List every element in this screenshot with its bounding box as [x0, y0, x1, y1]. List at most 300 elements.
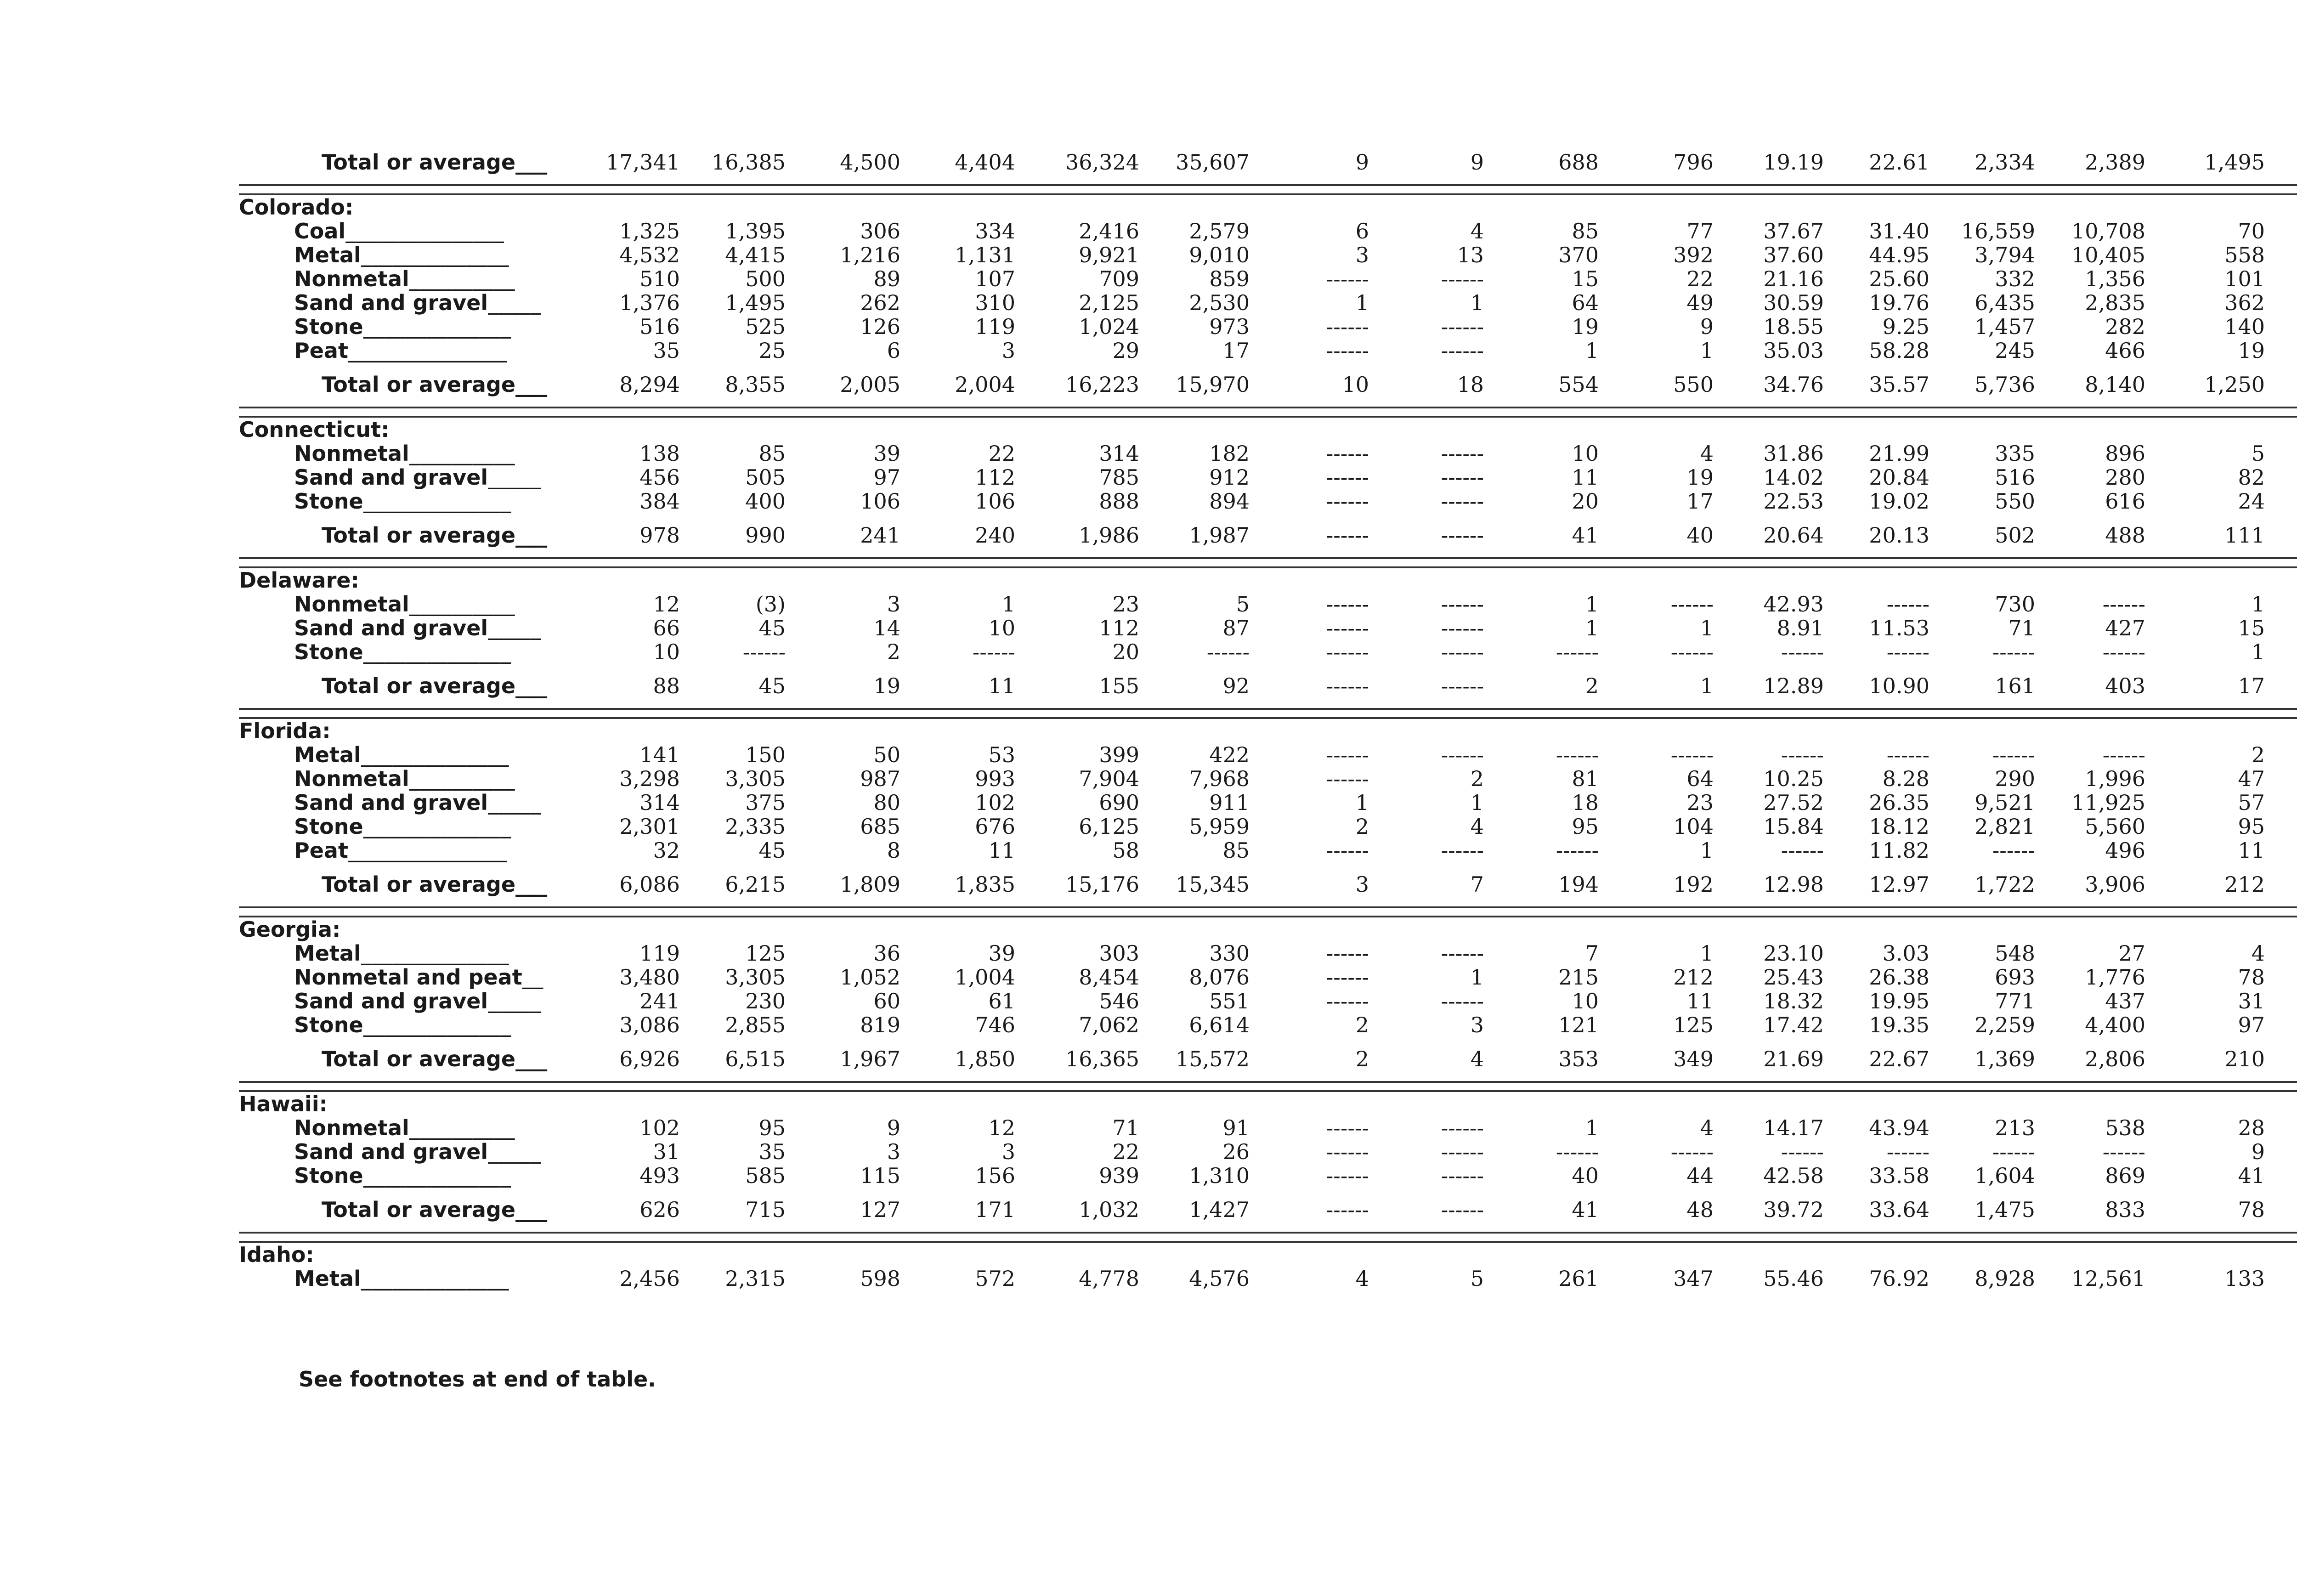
table-cell: 4	[1700, 1116, 1714, 1140]
table-cell: 796	[1673, 150, 1714, 175]
table-cell: 1	[1700, 339, 1714, 362]
table-row	[239, 267, 2297, 291]
table-cell: 1,325	[619, 219, 680, 243]
table-cell: 20.13	[1869, 523, 1929, 548]
table-row	[239, 640, 2297, 664]
table-cell: 8.91	[1776, 616, 1824, 640]
table-cell: 516	[639, 315, 680, 339]
table-cell: 466	[2105, 339, 2145, 362]
table-cell: 437	[2105, 989, 2145, 1013]
table-cell: 140	[2224, 315, 2265, 339]
table-cell: ------	[1326, 339, 1369, 362]
table-cell: 688	[1558, 150, 1599, 175]
table-cell: 19	[873, 673, 900, 698]
table-cell: ------	[1781, 743, 1824, 767]
table-cell: 2,530	[1189, 291, 1250, 315]
table-cell: 3	[1001, 1140, 1015, 1164]
table-cell	[2265, 441, 2297, 465]
row-label: Stone______________	[294, 1164, 511, 1188]
table-cell: ------	[1441, 743, 1484, 767]
table-cell: 488	[2105, 523, 2145, 548]
table-cell: 15,345	[1176, 872, 1250, 897]
table-cell: 2,259	[1975, 1013, 2035, 1037]
table-row	[239, 489, 2297, 513]
table-cell: 538	[2105, 1116, 2145, 1140]
table-cell: 1	[1585, 592, 1599, 616]
table-cell: 182	[1209, 441, 1250, 465]
row-label: Metal______________	[294, 941, 509, 965]
table-cell: 24	[2238, 489, 2265, 513]
table-cell: 6	[887, 339, 900, 362]
table-cell: 3	[1355, 872, 1369, 897]
table-cell: 1	[1470, 291, 1484, 315]
table-cell: 785	[1099, 465, 1139, 489]
table-cell: 2,855	[725, 1013, 786, 1037]
table-cell: 17.42	[1763, 1013, 1824, 1037]
table-cell: 161	[1995, 673, 2035, 698]
table-cell	[2265, 219, 2297, 243]
table-cell: 19	[1572, 315, 1599, 339]
row-label: Total or average___	[322, 372, 548, 397]
table-cell: 2	[1585, 673, 1599, 698]
table-cell: 362	[2224, 291, 2265, 315]
table-cell: 746	[975, 1013, 1015, 1037]
table-cell: 11.82	[1869, 838, 1929, 862]
table-cell: 2,004	[955, 372, 1015, 397]
table-cell: ------	[1886, 1140, 1929, 1164]
total-row	[239, 1188, 2297, 1233]
table-cell: 35.57	[1869, 372, 1929, 397]
total-row	[239, 513, 2297, 558]
table-cell: 10.25	[1763, 767, 1824, 791]
table-cell: 150	[745, 743, 786, 767]
table-cell: 1	[1700, 838, 1714, 862]
table-cell: 240	[975, 523, 1015, 548]
table-cell: 9	[1355, 150, 1369, 175]
table-cell: 17	[2238, 673, 2265, 698]
table-cell: 41	[2238, 1164, 2265, 1188]
total-row	[239, 140, 2297, 185]
table-cell: 58	[1112, 838, 1139, 862]
table-cell: 121	[1558, 1013, 1599, 1037]
table-cell	[2265, 965, 2297, 989]
table-cell: 2,301	[619, 815, 680, 838]
table-cell: 11	[1686, 989, 1714, 1013]
table-cell: 97	[873, 465, 900, 489]
table-cell: 12.97	[1869, 872, 1929, 897]
table-cell: 15,176	[1065, 872, 1139, 897]
table-cell: 598	[860, 1267, 900, 1290]
table-cell: ------	[1992, 640, 2035, 664]
table-cell: 91	[1222, 1116, 1250, 1140]
table-cell: 155	[1099, 673, 1139, 698]
table-cell: 896	[2105, 441, 2145, 465]
table-body	[239, 140, 2297, 1290]
table-cell: 349	[1673, 1047, 1714, 1071]
table-cell: 888	[1099, 489, 1139, 513]
table-cell: 4,576	[1189, 1267, 1250, 1290]
table-cell: 7	[1585, 941, 1599, 965]
table-cell: 384	[639, 489, 680, 513]
table-cell: 141	[639, 743, 680, 767]
table-cell: 22	[1686, 267, 1714, 291]
table-cell: ------	[1556, 1140, 1599, 1164]
table-cell: 210	[2224, 1047, 2265, 1071]
table-cell: 125	[1673, 1013, 1714, 1037]
table-cell: 9,521	[1975, 791, 2035, 815]
table-cell: 71	[1112, 1116, 1139, 1140]
table-cell: 80	[873, 791, 900, 815]
table-cell: 3,906	[2085, 872, 2145, 897]
table-cell: 36,324	[1065, 150, 1139, 175]
table-cell: ------	[1326, 838, 1369, 862]
table-cell: 347	[1673, 1267, 1714, 1290]
table-cell: 894	[1209, 489, 1250, 513]
table-cell: 41	[1572, 523, 1599, 548]
table-cell: 1	[1470, 791, 1484, 815]
total-row	[239, 862, 2297, 907]
section-rule	[239, 907, 2297, 917]
table-cell: 1,987	[1189, 523, 1250, 548]
table-cell: ------	[1326, 592, 1369, 616]
table-cell: ------	[1326, 616, 1369, 640]
table-cell: ------	[1326, 465, 1369, 489]
rule-line	[239, 407, 2297, 417]
table-cell: 1,356	[2085, 267, 2145, 291]
table-cell: 5	[1236, 592, 1250, 616]
table-cell: 27.52	[1763, 791, 1824, 815]
table-cell: 1,495	[2204, 150, 2265, 175]
table-cell: 833	[2105, 1197, 2145, 1222]
table-cell: 12.89	[1763, 673, 1824, 698]
table-cell: 10,405	[2071, 243, 2145, 267]
table-cell	[2265, 1267, 2297, 1290]
table-cell: 15	[2238, 616, 2265, 640]
table-cell: 973	[1209, 315, 1250, 339]
row-label: Stone______________	[294, 315, 511, 339]
table-cell: 22	[1112, 1140, 1139, 1164]
table-cell	[2265, 140, 2297, 185]
table-cell: 685	[860, 815, 900, 838]
table-cell: ------	[1326, 941, 1369, 965]
table-cell: 8,076	[1189, 965, 1250, 989]
row-label: Total or average___	[322, 1197, 548, 1222]
table-cell: ------	[1326, 315, 1369, 339]
table-cell: ------	[1206, 640, 1250, 664]
table-cell: 10	[1342, 372, 1369, 397]
table-cell: 29	[1112, 339, 1139, 362]
table-cell: 502	[1995, 523, 2035, 548]
table-cell: 1,427	[1189, 1197, 1250, 1222]
table-cell	[2265, 1037, 2297, 1082]
row-label: Nonmetal__________	[294, 592, 515, 616]
table-cell: 6,125	[1079, 815, 1139, 838]
table-cell: 58.28	[1869, 339, 1929, 362]
table-cell: 16,385	[712, 150, 786, 175]
table-row	[239, 989, 2297, 1013]
table-cell: 11,925	[2071, 791, 2145, 815]
table-cell: ------	[1326, 989, 1369, 1013]
table-cell: 912	[1209, 465, 1250, 489]
table-cell: 1,495	[725, 291, 786, 315]
table-cell: 8,355	[725, 372, 786, 397]
table-cell: 18	[1457, 372, 1484, 397]
table-cell: 1	[1355, 791, 1369, 815]
row-label: Nonmetal__________	[294, 267, 515, 291]
table-cell: 57	[2238, 791, 2265, 815]
table-cell: ------	[1441, 267, 1484, 291]
table-cell: 2,125	[1079, 291, 1139, 315]
table-cell: 261	[1558, 1267, 1599, 1290]
table-cell: 115	[860, 1164, 900, 1188]
table-cell: 14.17	[1763, 1116, 1824, 1140]
table-cell: 7,062	[1079, 1013, 1139, 1037]
table-cell: 194	[1558, 872, 1599, 897]
table-cell: 119	[639, 941, 680, 965]
total-row	[239, 1037, 2297, 1082]
footnote-text: See footnotes at end of table.	[299, 1367, 656, 1392]
table-cell: 125	[745, 941, 786, 965]
table-cell: 64	[1572, 291, 1599, 315]
total-row	[239, 362, 2297, 407]
table-cell: 22	[988, 441, 1015, 465]
table-cell: 85	[1572, 219, 1599, 243]
table-cell	[2265, 489, 2297, 513]
row-label: Metal______________	[294, 743, 509, 767]
row-label: Stone______________	[294, 489, 511, 513]
table-cell: 19	[1686, 465, 1714, 489]
table-cell: ------	[1441, 592, 1484, 616]
table-cell: 241	[860, 523, 900, 548]
table-cell: 3	[1470, 1013, 1484, 1037]
table-cell: 31.86	[1763, 441, 1824, 465]
row-label: Coal_______________	[294, 219, 504, 243]
table-cell: ------	[1992, 1140, 2035, 1164]
table-cell: 290	[1995, 767, 2035, 791]
table-cell: 3	[887, 1140, 900, 1164]
table-cell: 9,010	[1189, 243, 1250, 267]
row-label: Total or average___	[322, 1047, 548, 1071]
table-cell: 2,335	[725, 815, 786, 838]
table-cell: 11	[988, 673, 1015, 698]
row-label: Stone______________	[294, 640, 511, 664]
table-cell: 1	[2251, 592, 2265, 616]
table-cell: 3	[887, 592, 900, 616]
table-cell: 1	[1585, 1116, 1599, 1140]
table-cell: 45	[758, 673, 786, 698]
table-cell: 20.64	[1763, 523, 1824, 548]
table-row	[239, 1140, 2297, 1164]
table-cell: 993	[975, 767, 1015, 791]
table-cell: 1,986	[1079, 523, 1139, 548]
state-heading-row	[239, 1242, 2297, 1267]
table-cell: 1,376	[619, 291, 680, 315]
section-rule	[239, 709, 2297, 718]
table-cell: 126	[860, 315, 900, 339]
table-cell: 44.95	[1869, 243, 1929, 267]
table-cell: 8,140	[2085, 372, 2145, 397]
row-label: Sand and gravel_____	[294, 616, 541, 640]
table-cell	[2265, 791, 2297, 815]
table-cell: ------	[1441, 465, 1484, 489]
table-cell: 3,298	[619, 767, 680, 791]
table-cell: 375	[745, 791, 786, 815]
table-cell: 869	[2105, 1164, 2145, 1188]
rule-line	[239, 907, 2297, 917]
table-cell: 400	[745, 489, 786, 513]
table-cell: 4,500	[840, 150, 900, 175]
table-cell: 1	[1700, 673, 1714, 698]
table-cell: 1,475	[1975, 1197, 2035, 1222]
table-cell: 6,086	[619, 872, 680, 897]
table-cell: 16,559	[1961, 219, 2035, 243]
table-cell: 112	[975, 465, 1015, 489]
table-cell: 27	[2118, 941, 2145, 965]
table-cell: 500	[745, 267, 786, 291]
table-cell: ------	[1556, 743, 1599, 767]
table-cell: 730	[1995, 592, 2035, 616]
table-cell: 16,223	[1065, 372, 1139, 397]
row-label: Sand and gravel_____	[294, 791, 541, 815]
table-cell: 106	[975, 489, 1015, 513]
table-cell: 7,968	[1189, 767, 1250, 791]
table-cell: 572	[975, 1267, 1015, 1290]
table-cell: 15.84	[1763, 815, 1824, 838]
table-cell	[2265, 339, 2297, 362]
table-cell: 370	[1558, 243, 1599, 267]
table-cell	[2265, 267, 2297, 291]
table-cell: 6	[1355, 219, 1369, 243]
table-cell: 212	[1673, 965, 1714, 989]
table-cell: 2,835	[2085, 291, 2145, 315]
table-cell: 33.64	[1869, 1197, 1929, 1222]
table-cell: 156	[975, 1164, 1015, 1188]
table-cell: ------	[1326, 1140, 1369, 1164]
table-cell: ------	[1326, 767, 1369, 791]
table-cell: 1	[1700, 616, 1714, 640]
table-cell: 23	[1686, 791, 1714, 815]
table-cell: 107	[975, 267, 1015, 291]
table-cell: 49	[1686, 291, 1714, 315]
table-row	[239, 767, 2297, 791]
table-cell: 241	[639, 989, 680, 1013]
table-cell: 690	[1099, 791, 1139, 815]
table-cell: 554	[1558, 372, 1599, 397]
table-cell: 47	[2238, 767, 2265, 791]
table-cell: 11	[988, 838, 1015, 862]
table-cell: 12	[988, 1116, 1015, 1140]
table-cell: ------	[1670, 592, 1714, 616]
row-label: Sand and gravel_____	[294, 989, 541, 1013]
state-heading-row	[239, 567, 2297, 592]
table-cell: 37.60	[1763, 243, 1824, 267]
table-cell: 19.35	[1869, 1013, 1929, 1037]
table-cell: 8	[887, 838, 900, 862]
table-cell: 585	[745, 1164, 786, 1188]
table-cell: 303	[1099, 941, 1139, 965]
row-label: Nonmetal__________	[294, 767, 515, 791]
table-cell: 676	[975, 815, 1015, 838]
table-row	[239, 965, 2297, 989]
table-cell: 17	[1222, 339, 1250, 362]
table-cell: 3	[1001, 339, 1015, 362]
table-cell: 715	[745, 1197, 786, 1222]
table-cell: 76.92	[1869, 1267, 1929, 1290]
table-cell: 332	[1995, 267, 2035, 291]
table-cell: 4,778	[1079, 1267, 1139, 1290]
table-cell: ------	[742, 640, 786, 664]
table-cell: 111	[2224, 523, 2265, 548]
table-cell: 9	[2251, 1140, 2265, 1164]
table-cell: 525	[745, 315, 786, 339]
table-cell: 330	[1209, 941, 1250, 965]
table-cell: 3,305	[725, 965, 786, 989]
table-cell: 9	[1700, 315, 1714, 339]
state-heading-row	[239, 718, 2297, 743]
table-cell: 16,365	[1065, 1047, 1139, 1071]
table-cell: 1,776	[2085, 965, 2145, 989]
table-cell	[2265, 743, 2297, 767]
table-cell: 12,561	[2071, 1267, 2145, 1290]
table-cell: 2,456	[619, 1267, 680, 1290]
table-row	[239, 1116, 2297, 1140]
table-cell: 12.98	[1763, 872, 1824, 897]
table-cell: ------	[1886, 592, 1929, 616]
table-cell: 2,416	[1079, 219, 1139, 243]
table-cell: ------	[1441, 441, 1484, 465]
table-cell: 693	[1995, 965, 2035, 989]
row-label: Metal______________	[294, 243, 509, 267]
table-cell: 97	[2238, 1013, 2265, 1037]
table-cell: 31	[653, 1140, 680, 1164]
table-cell: 77	[1686, 219, 1714, 243]
table-cell: 496	[2105, 838, 2145, 862]
table-cell: 282	[2105, 315, 2145, 339]
table-cell: ------	[1441, 838, 1484, 862]
table-cell: 40	[1686, 523, 1714, 548]
table-row	[239, 791, 2297, 815]
table-cell: 19.02	[1869, 489, 1929, 513]
table-cell: ------	[1781, 640, 1824, 664]
table-cell: 22.61	[1869, 150, 1929, 175]
table-cell	[2265, 1013, 2297, 1037]
table-cell: 102	[639, 1116, 680, 1140]
row-label: Peat_______________	[294, 838, 507, 862]
table-cell: 1,250	[2204, 372, 2265, 397]
table-cell: 2	[1355, 815, 1369, 838]
table-cell: 3.03	[1882, 941, 1929, 965]
table-row	[239, 339, 2297, 362]
row-label: Peat_______________	[294, 339, 507, 362]
table-cell	[2265, 513, 2297, 558]
table-cell: 1,369	[1975, 1047, 2035, 1071]
table-cell	[2265, 616, 2297, 640]
table-cell: 23.10	[1763, 941, 1824, 965]
table-cell: 192	[1673, 872, 1714, 897]
table-cell: 66	[653, 616, 680, 640]
table-cell: ------	[1781, 838, 1824, 862]
table-cell: 7	[1470, 872, 1484, 897]
table-row	[239, 291, 2297, 315]
table-cell: 978	[639, 523, 680, 548]
section-rule	[239, 185, 2297, 194]
table-cell: 112	[1099, 616, 1139, 640]
table-cell: 1,722	[1975, 872, 2035, 897]
state-heading-row	[239, 417, 2297, 441]
table-cell: 104	[1673, 815, 1714, 838]
table-cell: 41	[1572, 1197, 1599, 1222]
table-cell: 25.60	[1869, 267, 1929, 291]
